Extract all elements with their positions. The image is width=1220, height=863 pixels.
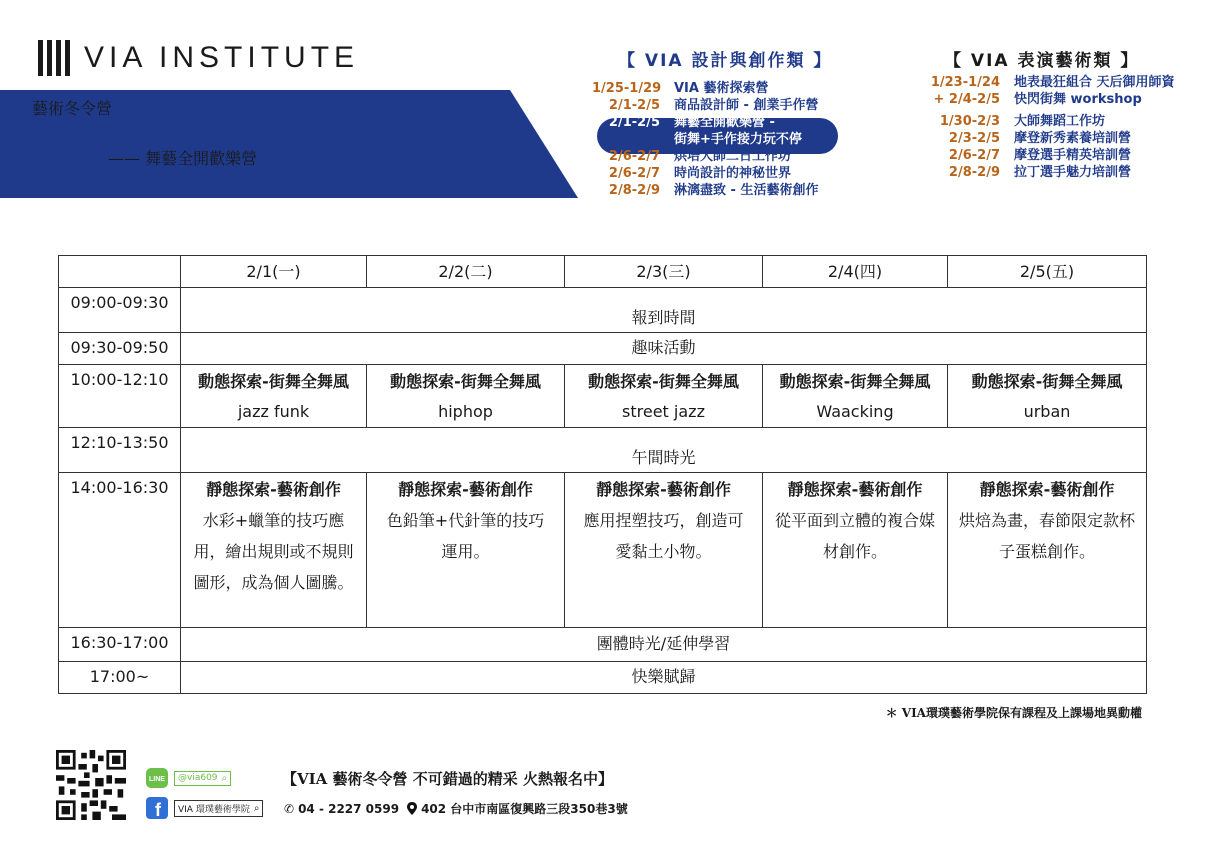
time-cell: 09:30-09:50 (59, 333, 181, 365)
dance-title: 動態探索-街舞全舞風 (779, 372, 931, 391)
activity-cell: 團體時光/延伸學習 (181, 628, 1147, 662)
banner-subtitle: —— 舞藝全開歡樂營 (108, 149, 258, 168)
program-date: 2/8-2/9 (948, 165, 1000, 180)
line-icon (146, 768, 168, 788)
program-item (926, 147, 1175, 164)
search-icon: ⌕ (221, 772, 228, 784)
program-item (592, 97, 818, 114)
line-id: @via609 (178, 773, 218, 783)
dance-title: 動態探索-街舞全舞風 (390, 372, 541, 391)
footer-title: 【VIA 藝術冬令營 不可錯過的精采 火熱報名中】 (282, 770, 613, 788)
dance-cell (763, 365, 948, 428)
art-title: 靜態探索-藝術創作 (398, 480, 533, 499)
qr-code-icon[interactable] (56, 750, 126, 820)
art-title: 靜態探索-藝術創作 (206, 480, 341, 499)
dance-style: hiphop (438, 402, 493, 421)
day-header: 2/2(二) (367, 256, 565, 288)
svg-text:LINE: LINE (149, 776, 165, 783)
brand-logo (38, 40, 359, 76)
program-date: 2/6-2/7 (608, 149, 660, 164)
performing-heading: 【 VIA 表演藝術類 】 (944, 51, 1140, 71)
footer-contact (284, 800, 628, 817)
program-date: 2/6-2/7 (608, 166, 660, 181)
art-title: 靜態探索-藝術創作 (596, 480, 731, 499)
dance-style: jazz funk (237, 402, 310, 421)
program-date: 1/30-2/3 (939, 114, 1000, 129)
dance-cell (181, 365, 367, 428)
dance-cell (565, 365, 763, 428)
phone-number[interactable]: 04 - 2227 0599 (298, 801, 400, 816)
banner-title: 藝術冬令營 (32, 99, 113, 118)
program-item (592, 165, 818, 182)
brand-name: VIA INSTITUTE (84, 41, 360, 74)
table-row (59, 365, 1147, 428)
search-icon: ⌕ (253, 802, 260, 814)
art-description: 水彩+蠟筆的技巧應用，繪出規則或不規則圖形，成為個人圖騰。 (193, 511, 354, 592)
program-date: 1/25-1/29 (592, 81, 662, 96)
program-item-continued (592, 131, 818, 148)
program-name: 烘培大師二日工作坊 (674, 149, 792, 164)
program-item (592, 182, 818, 199)
program-item (592, 148, 818, 165)
dance-cell (367, 365, 565, 428)
program-date: + 2/4-2/5 (933, 92, 1000, 107)
program-item (926, 74, 1175, 91)
table-header-row (59, 256, 1147, 288)
address: 402 台中市南區復興路三段350巷3號 (421, 802, 628, 816)
table-row (59, 662, 1147, 694)
art-description: 從平面到立體的複合媒材創作。 (775, 511, 936, 561)
time-cell: 14:00-16:30 (59, 473, 181, 628)
location-pin-icon (407, 802, 417, 815)
program-item (926, 113, 1175, 130)
dance-title: 動態探索-街舞全舞風 (588, 372, 739, 391)
activity-cell: 快樂賦歸 (181, 662, 1147, 694)
rights-note: ＊ VIA環璞藝術學院保有課程及上課場地異動權 (885, 706, 1142, 720)
facebook-contact[interactable] (146, 797, 263, 819)
program-item (592, 80, 818, 97)
art-cell (948, 473, 1147, 628)
time-cell: 09:00-09:30 (59, 288, 181, 333)
program-date: 2/1-2/5 (608, 115, 660, 130)
dance-cell (948, 365, 1147, 428)
dance-style: Waacking (816, 402, 894, 421)
dance-title: 動態探索-街舞全舞風 (198, 372, 349, 391)
design-program-list (592, 80, 818, 199)
program-name: 淋漓盡致 - 生活藝術創作 (674, 183, 819, 198)
svg-text:f: f (155, 800, 161, 819)
time-cell: 12:10-13:50 (59, 428, 181, 473)
art-title: 靜態探索-藝術創作 (979, 480, 1115, 499)
art-cell (181, 473, 367, 628)
activity-cell: 趣味活動 (181, 333, 1147, 365)
program-name: 舞藝全開歡樂營 - (674, 115, 775, 130)
dance-style: urban (1023, 402, 1071, 421)
program-item (926, 91, 1175, 108)
activity-cell: 午間時光 (181, 428, 1147, 473)
dance-style: street jazz (622, 402, 705, 421)
phone-icon: ✆ (284, 801, 295, 816)
facebook-icon (146, 797, 168, 819)
table-row (59, 333, 1147, 365)
program-name: 商品設計師 - 創業手作營 (674, 98, 819, 113)
activity-cell: 報到時間 (181, 288, 1147, 333)
program-name: 摩登新秀素養培訓營 (1014, 131, 1132, 146)
program-name: 快閃街舞 workshop (1014, 92, 1142, 107)
day-header: 2/5(五) (948, 256, 1147, 288)
table-row (59, 628, 1147, 662)
art-description: 色鉛筆+代針筆的技巧運用。 (386, 511, 545, 561)
program-date: 2/1-2/5 (608, 98, 660, 113)
table-row (59, 288, 1147, 333)
art-cell (367, 473, 565, 628)
program-date: 2/8-2/9 (608, 183, 660, 198)
program-date: 2/3-2/5 (948, 131, 1000, 146)
dance-title: 動態探索-街舞全舞風 (971, 372, 1123, 391)
program-name: 拉丁選手魅力培訓營 (1014, 165, 1132, 180)
program-name: 時尚設計的神秘世界 (674, 166, 792, 181)
logo-bars-icon (38, 40, 70, 76)
program-item (592, 114, 818, 131)
art-cell (565, 473, 763, 628)
day-header: 2/1(一) (181, 256, 367, 288)
table-row (59, 428, 1147, 473)
time-cell: 10:00-12:10 (59, 365, 181, 428)
day-header: 2/3(三) (565, 256, 763, 288)
corner-cell (59, 256, 181, 288)
program-name: VIA 藝術探索營 (674, 81, 769, 96)
design-heading: 【 VIA 設計與創作類 】 (618, 51, 833, 71)
program-item (926, 164, 1175, 181)
day-header: 2/4(四) (763, 256, 948, 288)
program-date: 2/6-2/7 (948, 148, 1000, 163)
performing-program-list (926, 74, 1175, 181)
program-name: 摩登選手精英培訓營 (1014, 148, 1132, 163)
art-description: 應用捏塑技巧，創造可愛黏土小物。 (583, 511, 744, 561)
facebook-name: VIA 環璞藝術學院 (178, 804, 250, 815)
table-row (59, 473, 1147, 628)
schedule-table (58, 255, 1147, 694)
program-name: 地表最狂組合 天后御用師資 (1014, 75, 1175, 90)
art-title: 靜態探索-藝術創作 (787, 480, 923, 499)
art-cell (763, 473, 948, 628)
line-contact[interactable] (146, 768, 231, 788)
time-cell: 17:00~ (59, 662, 181, 694)
program-name: 街舞+手作接力玩不停 (674, 132, 802, 147)
program-name: 大師舞蹈工作坊 (1014, 114, 1106, 129)
program-item (926, 130, 1175, 147)
art-description: 烘焙為畫，春節限定款杯子蛋糕創作。 (958, 511, 1135, 561)
program-date: 1/23-1/24 (930, 75, 1000, 90)
time-cell: 16:30-17:00 (59, 628, 181, 662)
